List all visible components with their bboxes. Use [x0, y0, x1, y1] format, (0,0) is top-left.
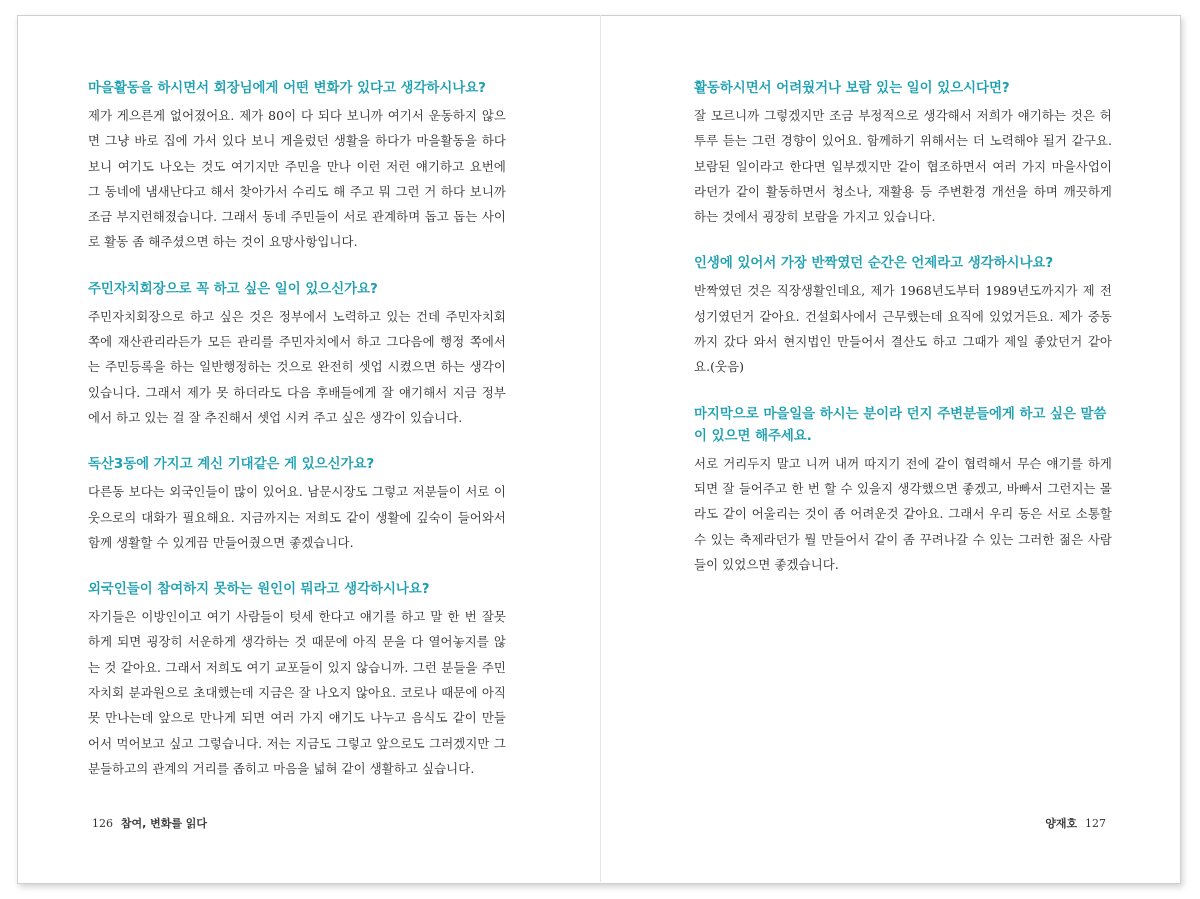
running-name: 양재호	[1045, 817, 1078, 830]
qa-section	[88, 579, 506, 781]
qa-section	[88, 279, 506, 430]
right-page-column	[694, 78, 1112, 601]
answer-paragraph: 반짝였던 것은 직장생활인데요, 제가 1968년도부터 1989년도까지가 제 전성기였던거 같아요. 건설회사에서 근무했는데 요직에 있었거든요. 제가 중동까지 갔다 와서 현지법인 만들어서 결산도 하고 그때가 제일 좋았던거 같아요.(웃음)	[694, 283, 1112, 375]
left-page-folio	[88, 815, 207, 831]
qa-section	[694, 78, 1112, 229]
left-page-column	[88, 78, 506, 805]
question-heading: 인생에 있어서 가장 반짝였던 순간은 언제라고 생각하시나요?	[694, 256, 1054, 272]
qa-section	[694, 253, 1112, 379]
question-heading: 활동하시면서 어려웠거나 보람 있는 일이 있으시다면?	[694, 81, 1010, 96]
answer-paragraph: 서로 거리두지 말고 니꺼 내꺼 따지기 전에 같이 협력해서 무슨 얘기를 하게 되면 잘 들어주고 한 번 할 수 있을지 생각했으면 좋겠고, 바빠서 그런지는 몰라도 같이 어울리는 것이 좀 어려운것 같아요. 그래서 우리 동은 서로 소통할 수 있는 축제라던가 뭘 만들어서 같이 좀 꾸려나갈 수 있는 그러한 젊은 사람들이 있었으면 좋겠습니다.	[694, 455, 1112, 572]
answer-paragraph: 자기들은 이방인이고 여기 사람들이 텃세 한다고 얘기를 하고 말 한 번 잘못하게 되면 굉장히 서운하게 생각하는 것 때문에 아직 문을 다 열어놓지를 않는 것 같아요. 그래서 저희도 여기 교포들이 있지 않습니까. 그런 분들을 주민자치회 분과원으로 초대했는데 지금은 잘 나오지 않아요. 코로나 때문에 아직 못 만나는데 앞으로 만나게 되면 여러 가지 얘기도 나누고 음식도 같이 만들어서 먹어보고 싶고 그렇습니다. 저는 지금도 그렇고 앞으로도 그러겠지만 그분들하고의 관계의 거리를 좁히고 마음을 넓혀 같이 생활하고 싶습니다.	[88, 609, 506, 776]
answer-paragraph: 잘 모르니까 그렇겠지만 조금 부정적으로 생각해서 저희가 얘기하는 것은 허투루 듣는 그런 경향이 있어요. 함께하기 위해서는 더 노력해야 될거 같구요. 보람된 일이라고 한다면 일부겠지만 같이 협조하면서 여러 가지 마을사업이라던가 같이 활동하면서 청소나, 재활용 등 주변환경 개선을 하며 깨끗하게 하는 것에서 굉장히 보람을 가지고 있습니다.	[694, 108, 1112, 225]
qa-section	[88, 454, 506, 555]
answer-paragraph: 주민자치회장으로 하고 싶은 것은 정부에서 노력하고 있는 건데 주민자치회 쪽에 재산관리라든가 모든 관리를 주민자치에서 하고 그다음에 행정 쪽에서는 주민등록을 하는 일반행정하는 것으로 완전히 셋업 시켰으면 하는 생각이 있습니다. 그래서 제가 못 하더라도 다음 후배들에게 잘 얘기해서 지금 정부에서 하고 있는 걸 잘 추진해서 셋업 시켜 주고 싶은 생각이 있습니다.	[88, 308, 506, 425]
question-heading: 외국인들이 참여하지 못하는 원인이 뭐라고 생각하시나요?	[88, 582, 430, 598]
question-heading: 마을활동을 하시면서 회장님에게 어떤 변화가 있다고 생각하시나요?	[88, 81, 486, 96]
question-heading: 독산3동에 가지고 계신 기대같은 게 있으신가요?	[88, 457, 375, 473]
answer-paragraph: 제가 게으른게 없어졌어요. 제가 80이 다 되다 보니까 여기서 운동하지 않으면 그냥 바로 집에 가서 있다 보니 게을렀던 생활을 하다가 마을활동을 하다 보니 여기도 나오는 것도 여기지만 주민을 만나 이런 저런 얘기하고 요번에 그 동네에 냄새난다고 해서 찾아가서 수리도 해 주고 뭐 그런 거 하다 보니까 조금 부지런해졌습니다. 그래서 동네 주민들이 서로 관계하며 돕고 돕는 사이로 활동 좀 해주셨으면 하는 것이 요망사항입니다.	[88, 108, 506, 250]
right-page-folio	[1045, 815, 1110, 831]
qa-section	[694, 404, 1112, 577]
page-number: 126	[92, 817, 113, 830]
page-number: 127	[1085, 817, 1106, 830]
answer-paragraph: 다른동 보다는 외국인들이 많이 있어요. 남문시장도 그렇고 저분들이 서로 이웃으로의 대화가 필요해요. 지금까지는 저희도 같이 생활에 깊숙이 들어와서 함께 생활할 수 있게끔 만들어줬으면 좋겠습니다.	[88, 484, 506, 550]
page-gutter	[600, 15, 601, 882]
question-heading: 마지막으로 마을일을 하시는 분이라 던지 주변분들에게 하고 싶은 말씀이 있으면 해주세요.	[694, 406, 1107, 444]
question-heading: 주민자치회장으로 꼭 하고 싶은 일이 있으신가요?	[88, 281, 378, 297]
qa-section	[88, 78, 506, 255]
running-title: 참여, 변화를 읽다	[120, 817, 208, 830]
